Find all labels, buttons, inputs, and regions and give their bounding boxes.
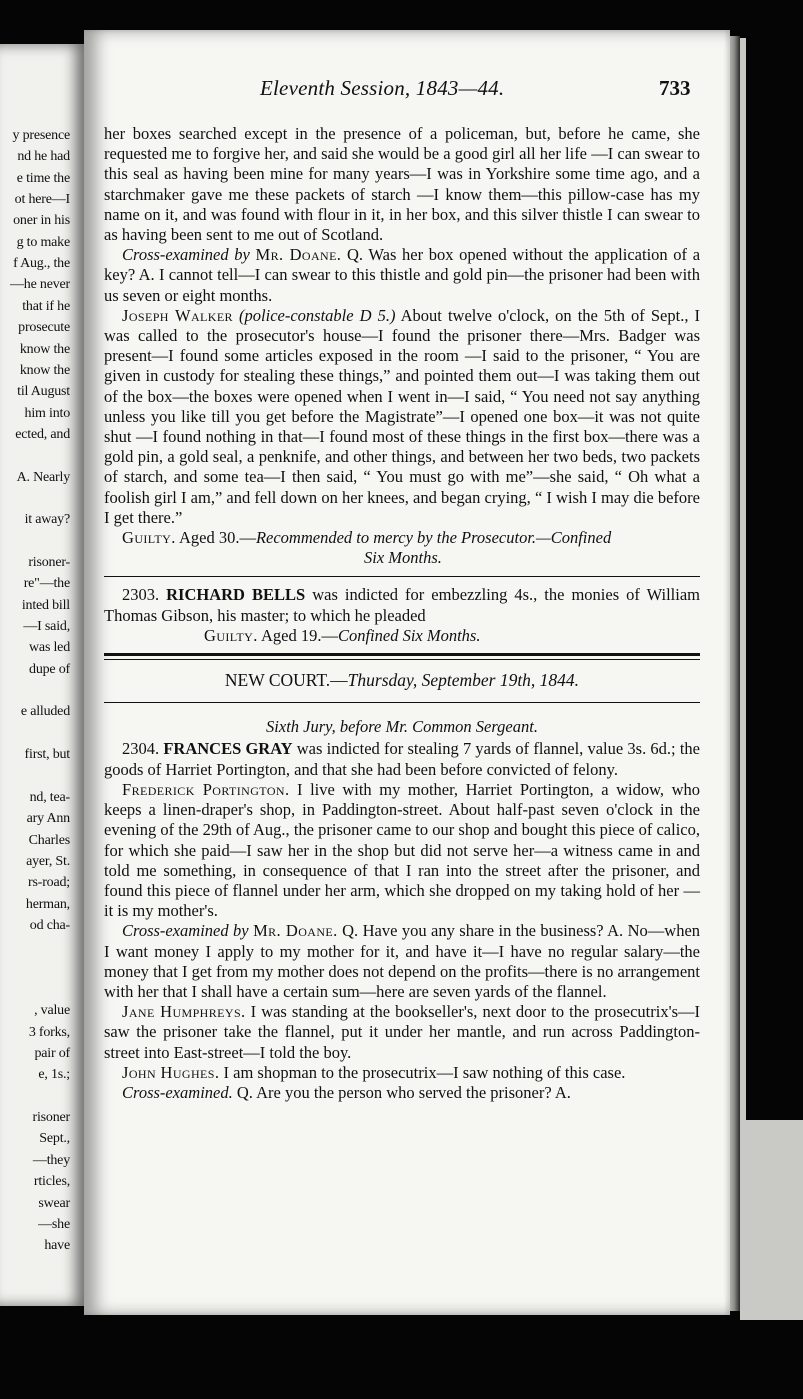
left-page-fragment: risoner- <box>28 555 70 570</box>
court-name: NEW COURT.— <box>224 670 348 691</box>
left-page-fragment: pair of <box>34 1046 70 1062</box>
witness-name: Frederick Portington. <box>122 779 290 799</box>
left-page-fragment: e alluded <box>20 704 70 720</box>
left-page-fragment: ot here—I <box>14 192 70 208</box>
counsel-name: Mr. Doane. <box>253 921 338 941</box>
page-header <box>84 76 730 110</box>
witness-testimony: I am shopman to the prosecutrix—I saw nothing of this case. <box>223 1062 626 1082</box>
left-page-fragment: g to make <box>16 234 70 250</box>
witness-testimony: I was standing at the bookseller's, next door to the prosecutrix's—I saw the prisoner take the flannel, put it under her mantle, and run across Paddington-street into East-street—I told the boy. <box>104 1002 700 1062</box>
left-page-fragment: him into <box>24 405 70 421</box>
cross-text: Q. Was her box opened without the application of a key? A. I cannot tell—I can swear to this thistle and gold pin—the prisoner had been with us seven or eight months. <box>104 245 701 305</box>
left-page-fragment: A. Nearly <box>16 469 70 485</box>
left-page-fragment: nd he had <box>17 149 70 165</box>
running-head: Eleventh Session, 1843—44. <box>260 76 505 100</box>
court-date: Thursday, September 19th, 1844. <box>347 670 580 691</box>
left-page-fragment: od cha- <box>29 917 70 933</box>
left-page-fragment: Sept., <box>39 1131 70 1147</box>
witness-walker <box>104 306 700 528</box>
left-page-fragment: e, 1s.; <box>38 1067 70 1083</box>
left-page-fragment: , value <box>34 1003 70 1019</box>
bottom-edge-strip <box>740 1120 803 1320</box>
verdict-age: Aged 30.— <box>178 528 256 548</box>
case-2303 <box>104 585 700 625</box>
cross-text: Q. Are you the person who served the prisoner? A. <box>236 1082 571 1102</box>
verdict-label: Guilty. <box>122 528 176 548</box>
left-page-fragment: 3 forks, <box>28 1024 70 1040</box>
left-page-fragment: y presence <box>12 128 70 143</box>
left-page-fragment: know the <box>19 362 70 378</box>
verdict-2303 <box>104 626 700 646</box>
left-page-fragment: inted bill <box>21 597 70 613</box>
witness-name: Jane Humphreys. <box>122 1002 246 1022</box>
jury-line: Sixth Jury, before Mr. Common Sergeant. <box>266 717 538 737</box>
witness-name: Joseph Walker <box>122 305 233 325</box>
cross-examination-2302 <box>104 245 700 306</box>
book-page <box>84 30 730 1315</box>
left-page-fragment: ayer, St. <box>26 853 70 869</box>
witness-frederick-portington <box>104 780 700 921</box>
left-page-fragment: know the <box>19 341 70 357</box>
left-page-fragment: —she <box>38 1216 70 1232</box>
verdict-sentence: Recommended to mercy by the Prosecutor.—Confined <box>255 528 612 548</box>
left-page-fragment: dupe of <box>29 661 70 677</box>
page-number: 733 <box>659 76 691 100</box>
cross-label: Cross-examined by <box>122 921 249 941</box>
left-page-fragment: first, but <box>24 747 70 763</box>
case-number: 2303. <box>122 585 160 605</box>
left-page-fragment: nd, tea- <box>29 789 70 805</box>
defendant-name: RICHARD BELLS <box>166 585 306 605</box>
left-page-edge <box>0 44 86 1306</box>
left-page-fragment: rs-road; <box>28 875 70 891</box>
left-page-fragment: f Aug., the <box>13 256 70 272</box>
case-2302-continuation: her boxes searched except in the presence of a policeman, but, before he came, she requested me to forgive her, and said she would be a good girl all her life —I can swear to this seal as having been mine for many years—I was in Yorkshire some time ago, and a starchmaker gave me these packets of starch —I know them—this pillow-case has my name on it, and was found with flour in it, in her box, and this silver thistle I can swear to as having been sent to me out of Scotland. <box>104 124 700 245</box>
verdict-label: Guilty. <box>204 625 258 645</box>
title-rule <box>104 702 700 703</box>
section-title <box>104 670 700 690</box>
case-divider <box>104 576 700 577</box>
left-page-fragment: risoner <box>32 1110 70 1126</box>
left-page-fragment: rticles, <box>33 1174 70 1190</box>
left-page-fragment: oner in his <box>13 213 70 229</box>
case-number: 2304. <box>122 739 160 759</box>
cross-label: Cross-examined. <box>122 1082 233 1102</box>
verdict-age: Aged 19.— <box>260 625 338 645</box>
indictment-text: was indicted for embezzling 4s., the monies of William Thomas Gibson, his master; to which he pleaded <box>104 585 700 625</box>
left-page-fragment: til August <box>17 384 70 400</box>
left-page-fragment: re"—the <box>23 576 70 592</box>
left-page-fragment: —they <box>32 1152 70 1168</box>
witness-jane-humphreys <box>104 1002 700 1063</box>
left-page-fragment: ected, and <box>15 426 70 442</box>
left-page-fragment: it away? <box>24 512 70 528</box>
case-2304 <box>104 739 700 779</box>
cross-label: Cross-examined by <box>122 245 250 265</box>
left-page-fragment: ary Ann <box>26 811 70 827</box>
left-page-fragment: prosecute <box>18 320 70 336</box>
left-page-fragment: Charles <box>28 832 70 848</box>
left-page-fragment: herman, <box>25 896 70 912</box>
left-page-fragment: —he never <box>9 277 70 293</box>
witness-name: John Hughes. <box>122 1062 220 1082</box>
left-page-fragment: have <box>44 1238 70 1254</box>
counsel-name: Mr. Doane. <box>255 245 342 265</box>
verdict-2302 <box>104 528 700 548</box>
section-divider <box>104 653 700 660</box>
left-page-fragment: was led <box>29 640 70 656</box>
verdict-sentence-cont: Six Months. <box>364 548 442 568</box>
left-page-fragment: that if he <box>22 298 70 314</box>
indictment-text: was indicted for stealing 7 yards of flannel, value 3s. 6d.; the goods of Harriet Portington, and that she had been before convicted of felony. <box>104 739 701 779</box>
verdict-sentence: Confined Six Months. <box>337 625 481 645</box>
witness-testimony: About twelve o'clock, on the 5th of Sept., I was called to the prosecutor's house—I found the prisoner there—Mrs. Badger was present—I found some articles exposed in the room —I said to the prisoner, “ You are given in custody for stealing these things,” and pointed them out—I was taking them out of the box—the boxes were opened when I went in—I said, “ You need not say anything unless you like till you get before the Magistrate”—I opened one box—it was not quite shut —I found nothing in that—I found most of these things in the first box—there was a gold pin, a gold seal, a penknife, and other things, and between her two beds, two packets of starch, and some tea—I then said, “ You must go with me”—she said, “ Oh what a foolish girl I am,” and fell down on her knees, and began crying, “ I wish I may die before I get there.” <box>104 305 700 527</box>
left-page-fragment: —I said, <box>23 619 70 635</box>
left-page-fragment: swear <box>38 1195 70 1211</box>
left-page-fragment: e time the <box>16 170 70 186</box>
cross-examination-hughes <box>104 1083 700 1103</box>
witness-testimony: I live with my mother, Harriet Portington, a widow, who keeps a linen-draper's shop, in Paddington-street. About half-past seven o'clock in the evening of the 29th of Aug., the prisoner came to our shop and bought this piece of calico, for which she paid—I saw her in the shop but did not serve her—a witness came in and told me something, in consequence of that I ran into the street after the prisoner, and found this piece of flannel under her arm, which she dropped on my taking hold of her —it is my mother's. <box>104 779 700 921</box>
defendant-name: FRANCES GRAY <box>163 739 293 759</box>
page-body <box>104 124 700 1103</box>
witness-john-hughes <box>104 1063 700 1083</box>
witness-role: (police-constable D 5.) <box>239 305 396 325</box>
cross-text: Q. Have you any share in the business? A. No—when I want money I apply to my mother for it, and have it—I have no regular salary—the money that I get from my mother does not depend on the profits—there is no arrangement with her that I shall have a certain sum—here are seven yards of the flannel. <box>104 921 701 1001</box>
cross-examination-2304 <box>104 921 700 1002</box>
